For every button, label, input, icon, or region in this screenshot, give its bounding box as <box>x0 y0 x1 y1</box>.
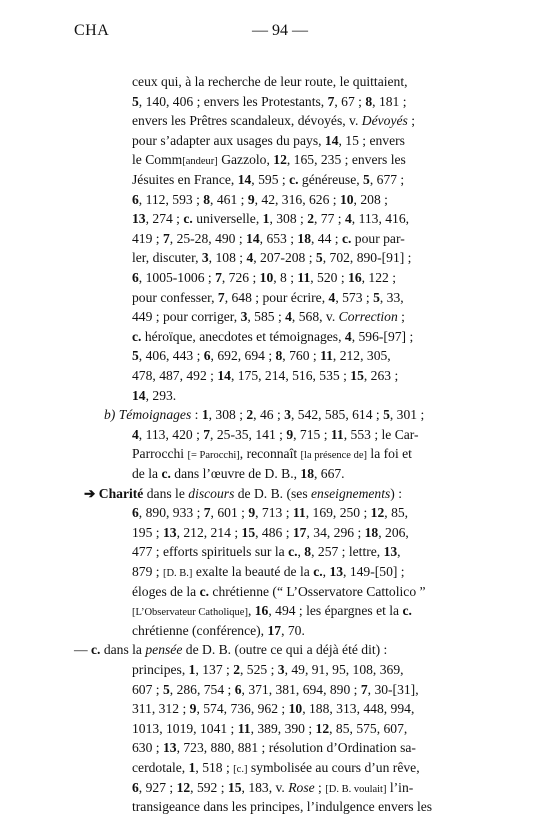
text-segment: 1 <box>201 407 209 423</box>
text-segment: c. <box>289 172 299 187</box>
index-line <box>132 386 176 406</box>
text-segment: , 653 ; <box>259 230 298 246</box>
text-segment: Parrocchi <box>132 446 188 462</box>
index-line <box>132 542 401 562</box>
text-segment: , 573 ; <box>335 289 374 305</box>
text-segment: dans la <box>100 642 146 658</box>
text-segment: 13 <box>162 524 177 540</box>
text-segment: 12 <box>273 152 287 168</box>
text-segment: , <box>397 544 401 560</box>
text-segment: , reconnaît <box>239 446 301 462</box>
text-segment: , <box>297 544 305 560</box>
text-segment: , 927 ; <box>138 779 177 795</box>
text-segment: 8 <box>203 191 211 207</box>
text-segment: 4 <box>328 289 336 305</box>
index-line <box>132 464 345 484</box>
text-segment: , 595 ; <box>251 172 290 187</box>
text-segment: 6 <box>132 505 139 521</box>
text-segment: , 85, 575, 607, <box>329 720 408 736</box>
text-segment: , 461 ; <box>210 191 248 207</box>
text-segment: 10 <box>339 191 354 207</box>
text-segment: , 137 ; <box>195 662 234 677</box>
index-line <box>132 719 407 739</box>
text-segment: transigeance dans les principes, l’indulgence envers les <box>132 799 433 815</box>
text-segment: 5 <box>132 348 139 364</box>
text-segment: , 33, <box>379 289 404 305</box>
text-segment: 5 <box>373 289 380 305</box>
text-segment: la foi et <box>367 446 412 462</box>
text-segment: 15 <box>241 524 256 540</box>
text-segment: , 715 ; <box>293 426 331 442</box>
text-segment: , 692, 694 ; <box>210 348 276 364</box>
index-line <box>132 131 405 151</box>
text-segment: , 389, 390 ; <box>250 720 316 736</box>
text-segment: 2 <box>246 407 254 423</box>
text-segment: , 85, <box>384 505 409 521</box>
text-segment: 311, 312 ; <box>132 701 190 717</box>
text-segment: pensée <box>145 642 183 658</box>
text-segment: b) <box>104 407 119 423</box>
text-segment: — <box>74 642 91 658</box>
text-segment: ceux qui, à la recherche de leur route, le quittaient, <box>132 74 408 89</box>
text-segment: c. <box>402 603 412 619</box>
text-segment: généreuse, <box>298 172 364 187</box>
text-segment: de D. B. (outre ce qui a déjà été dit) : <box>182 642 388 658</box>
index-line <box>132 601 412 623</box>
index-line <box>132 92 407 112</box>
text-segment: 4 <box>246 250 254 266</box>
text-segment: [andeur] <box>182 156 218 168</box>
text-segment: 6 <box>132 191 139 207</box>
text-segment: Jésuites en France, <box>132 172 238 187</box>
text-segment: , 165, 235 ; envers les <box>286 152 406 168</box>
text-segment: enseignements <box>311 485 391 501</box>
text-segment: , 207-208 ; <box>253 250 316 266</box>
text-segment: 630 ; <box>132 740 163 756</box>
text-segment: , 592 ; <box>190 779 228 795</box>
text-segment: 1013, 1019, 1041 ; <box>132 720 238 736</box>
index-line <box>132 523 409 543</box>
text-segment: envers les Prêtres scandaleux, dévoyés, v. <box>132 113 362 129</box>
text-segment: de la <box>132 466 162 481</box>
text-segment: , 49, 91, 95, 108, 369, <box>284 662 404 677</box>
index-line <box>132 621 305 641</box>
text-segment: c. <box>313 564 323 579</box>
text-segment: , 113, 420 ; <box>138 426 204 442</box>
index-line <box>132 170 404 190</box>
text-segment: exalte la beauté de la <box>192 564 314 579</box>
text-segment: , 585 ; <box>247 309 286 325</box>
text-segment: 1 <box>188 662 196 677</box>
index-line <box>132 797 432 817</box>
text-segment: 17 <box>292 524 307 540</box>
text-segment: 14 <box>132 387 146 403</box>
text-segment: 9 <box>189 701 197 717</box>
index-line <box>132 562 405 584</box>
text-segment: 16 <box>254 603 269 619</box>
text-segment: 7 <box>360 681 368 697</box>
text-segment: , 140, 406 ; envers les Protestants, <box>138 93 328 109</box>
running-header <box>0 22 536 46</box>
text-segment: 6 <box>234 681 242 697</box>
page-number: — 94 — <box>252 22 308 39</box>
text-segment: , <box>322 564 330 579</box>
index-line <box>132 248 411 268</box>
text-segment: 3 <box>240 309 248 325</box>
text-segment: 14 <box>246 230 260 246</box>
text-segment: pour s’adapter aux usages du pays, <box>132 132 325 148</box>
text-segment: , 44 ; <box>311 230 342 246</box>
text-segment: principes, <box>132 662 189 677</box>
text-segment: [c.] <box>233 764 248 775</box>
text-segment: 14 <box>237 172 252 187</box>
text-segment: dans l’œuvre de D. B., <box>170 466 301 481</box>
text-segment: universelle, <box>192 211 263 227</box>
index-line <box>132 72 408 92</box>
text-segment: 3 <box>277 662 285 677</box>
text-segment: discours <box>188 485 235 501</box>
index-line <box>132 190 388 210</box>
text-segment: , 263 ; <box>363 368 399 383</box>
index-line <box>132 327 413 347</box>
text-segment: , 122 ; <box>361 270 396 285</box>
index-line <box>132 229 405 249</box>
text-segment: , 67 ; <box>334 93 366 109</box>
text-segment: , 274 ; <box>145 211 184 227</box>
text-segment: ) : <box>390 485 402 501</box>
index-line <box>84 484 402 504</box>
text-segment: 10 <box>259 270 274 285</box>
text-segment: , 553 ; le Car- <box>343 426 419 442</box>
text-segment: 5 <box>363 172 370 187</box>
text-segment: 7 <box>217 289 225 305</box>
text-segment: pour confesser, <box>132 289 218 305</box>
text-segment: 7 <box>162 230 170 246</box>
text-segment: ; <box>314 779 326 795</box>
text-segment: c. <box>132 328 142 344</box>
text-segment: , 212, 305, <box>332 348 391 364</box>
text-segment: 18 <box>300 466 314 481</box>
text-segment: ; <box>407 113 415 129</box>
text-segment: 3 <box>201 250 209 266</box>
text-segment: 4 <box>132 426 139 442</box>
text-segment: 7 <box>203 426 211 442</box>
index-line <box>132 209 409 229</box>
text-segment: Témoignages <box>118 407 192 423</box>
text-segment: , 371, 381, 694, 890 ; <box>241 681 361 697</box>
index-line <box>132 680 419 700</box>
text-segment: 478, 487, 492 ; <box>132 368 218 383</box>
text-segment: 11 <box>297 270 311 285</box>
text-segment: 11 <box>237 720 251 736</box>
text-segment: 449 ; pour corriger, <box>132 309 241 325</box>
text-segment: 6 <box>203 348 211 364</box>
index-line <box>132 150 406 172</box>
text-segment: 5 <box>132 93 139 109</box>
text-segment: , 169, 250 ; <box>305 505 371 521</box>
text-segment: dans le <box>143 485 189 501</box>
text-segment: 14 <box>217 368 231 383</box>
text-segment: : <box>191 407 202 423</box>
text-segment: , 702, 890-[91] ; <box>322 250 412 266</box>
text-segment: , 175, 214, 516, 535 ; <box>230 368 351 383</box>
text-segment: [D. B. voulait] <box>325 783 387 795</box>
text-segment: , 494 ; les épargnes et la <box>268 603 403 619</box>
text-segment: 17 <box>267 622 282 638</box>
text-segment: , 293. <box>145 387 177 403</box>
text-segment: [la présence de] <box>300 450 368 462</box>
text-segment: 4 <box>285 309 292 325</box>
text-segment: , 70. <box>281 622 305 638</box>
text-segment: 7 <box>327 93 335 109</box>
index-line <box>132 503 408 523</box>
text-segment: 5 <box>162 681 170 697</box>
text-segment: 12 <box>176 779 191 795</box>
text-segment: ler, discuter, <box>132 250 202 266</box>
text-segment: 7 <box>203 505 211 521</box>
index-line <box>74 640 387 660</box>
text-segment: , 308 ; <box>269 211 308 227</box>
text-segment: 11 <box>292 505 306 521</box>
text-segment: , 42, 316, 626 ; <box>254 191 340 207</box>
text-segment: héroïque, anecdotes et témoignages, <box>141 328 345 344</box>
text-segment: , 286, 754 ; <box>169 681 235 697</box>
text-segment: , 25-35, 141 ; <box>210 426 287 442</box>
text-segment: , 108 ; <box>208 250 247 266</box>
text-segment: , 677 ; <box>369 172 405 187</box>
index-line <box>132 288 404 308</box>
text-segment: , 30-[31], <box>367 681 419 697</box>
text-segment: Rose <box>288 779 315 795</box>
text-segment: 8 <box>304 544 312 560</box>
text-segment: , 301 ; <box>389 407 425 423</box>
text-segment: Dévoyés <box>361 113 408 129</box>
text-segment: c. <box>183 211 193 227</box>
index-line <box>132 444 412 466</box>
index-line <box>132 738 416 758</box>
text-segment: , 520 ; <box>310 270 349 285</box>
text-segment: , 648 ; pour écrire, <box>224 289 329 305</box>
text-segment: 11 <box>330 426 344 442</box>
text-segment: , 34, 296 ; <box>306 524 365 540</box>
text-segment: 12 <box>315 720 330 736</box>
text-segment: 8 <box>365 93 373 109</box>
text-segment: , 568, v. <box>291 309 339 325</box>
text-segment: , 596-[97] ; <box>351 328 414 344</box>
index-line <box>132 758 420 780</box>
text-segment: ➔ <box>84 485 99 501</box>
text-segment: , 208 ; <box>353 191 388 207</box>
text-segment: 477 ; efforts spirituels sur la <box>132 544 289 560</box>
text-segment: 10 <box>288 701 303 717</box>
text-segment: 18 <box>364 524 379 540</box>
text-segment: , 601 ; <box>210 505 249 521</box>
index-line <box>132 307 405 327</box>
text-segment: 14 <box>324 132 339 148</box>
text-segment: c. <box>161 466 171 481</box>
text-segment: 13 <box>132 211 146 227</box>
text-segment: , 525 ; <box>240 662 278 677</box>
text-segment: c. <box>91 642 101 658</box>
text-segment: , 723, 880, 881 ; résolution d’Ordination sa- <box>176 740 416 756</box>
text-segment: le Comm <box>132 152 183 168</box>
text-segment: , 113, 416, <box>351 211 410 227</box>
text-segment: 2 <box>233 662 240 677</box>
text-segment: , 713 ; <box>255 505 293 521</box>
text-segment: , 760 ; <box>282 348 321 364</box>
text-segment: c. <box>199 583 210 599</box>
text-segment: de D. B. (ses <box>234 485 312 501</box>
text-segment: , 183, v. <box>241 779 289 795</box>
text-segment: , 1005-1006 ; <box>138 270 216 285</box>
text-segment: , 149-[50] ; <box>343 564 405 579</box>
text-segment: [D. B.] <box>162 568 193 579</box>
text-segment: , 542, 585, 614 ; <box>290 407 384 423</box>
text-segment: Correction <box>338 309 398 325</box>
text-segment: pour par- <box>351 230 405 246</box>
text-segment: 1 <box>188 760 196 775</box>
text-segment: , 257 ; lettre, <box>311 544 384 560</box>
section-heading: CHA <box>74 22 110 39</box>
text-segment: 879 ; <box>132 564 163 579</box>
text-segment: symbolisée au cours d’un rêve, <box>247 760 420 775</box>
text-segment: 419 ; <box>132 230 163 246</box>
text-segment: , 518 ; <box>195 760 234 775</box>
text-segment: 13 <box>162 740 177 756</box>
text-segment: , 188, 313, 448, 994, <box>302 701 415 717</box>
text-segment: 5 <box>315 250 323 266</box>
text-segment: [L’Observateur Catholique] <box>132 607 248 619</box>
text-segment: éloges de la <box>132 583 200 599</box>
index-line <box>132 268 396 288</box>
index-line <box>132 111 415 131</box>
text-segment: Charité <box>98 485 144 501</box>
text-segment: 1 <box>262 211 270 227</box>
text-segment: 12 <box>370 505 385 521</box>
text-segment: chrétienne (conférence), <box>132 622 268 638</box>
text-segment: 11 <box>320 348 333 364</box>
index-line <box>104 405 424 425</box>
text-segment: , 726 ; <box>221 270 260 285</box>
text-segment: 3 <box>284 407 291 423</box>
text-segment: , 486 ; <box>255 524 293 540</box>
text-segment: l’in- <box>386 779 414 795</box>
text-segment: 13 <box>383 544 398 560</box>
index-line <box>132 582 426 602</box>
index-line <box>132 425 419 445</box>
text-segment: , 15 ; envers <box>338 132 405 148</box>
text-segment: [= Parocchi] <box>187 450 240 462</box>
index-line <box>132 660 404 680</box>
text-segment: 7 <box>215 270 222 285</box>
index-line <box>132 366 398 386</box>
index-line <box>132 346 391 366</box>
text-segment: 9 <box>247 191 255 207</box>
text-segment: 6 <box>132 779 139 795</box>
text-segment: 2 <box>307 211 314 227</box>
text-segment: , 574, 736, 962 ; <box>196 701 289 717</box>
text-segment: 18 <box>297 230 311 246</box>
index-line <box>132 778 413 800</box>
text-segment: , 206, <box>378 524 409 540</box>
text-segment: Gazzolo, <box>217 152 274 168</box>
text-segment: 607 ; <box>132 681 163 697</box>
text-segment: 9 <box>248 505 256 521</box>
text-segment: 13 <box>329 564 344 579</box>
text-segment: , 181 ; <box>372 93 407 109</box>
text-segment: 9 <box>286 426 294 442</box>
text-segment: , 25-28, 490 ; <box>169 230 247 246</box>
text-segment: , 77 ; <box>314 211 345 227</box>
text-segment: 4 <box>344 328 352 344</box>
text-segment: chrétienne (“ L’Osservatore Cattolico ” <box>209 583 426 599</box>
text-segment: , 308 ; <box>208 407 247 423</box>
text-segment: c. <box>341 230 352 246</box>
text-segment: , 212, 214 ; <box>176 524 242 540</box>
text-segment: , 667. <box>313 466 345 481</box>
text-segment: , <box>247 603 255 619</box>
text-segment: , 890, 933 ; <box>138 505 204 521</box>
text-segment: cerdotale, <box>132 760 189 775</box>
text-segment: , 8 ; <box>273 270 298 285</box>
text-segment: 195 ; <box>132 524 163 540</box>
text-segment: , 406, 443 ; <box>138 348 204 364</box>
text-segment: , 112, 593 ; <box>138 191 204 207</box>
text-segment: 16 <box>348 270 362 285</box>
text-segment: 4 <box>344 211 352 227</box>
text-segment: 5 <box>383 407 390 423</box>
text-segment: 15 <box>227 779 242 795</box>
text-segment: 8 <box>275 348 283 364</box>
text-segment: ; <box>397 309 405 325</box>
text-segment: 6 <box>132 270 139 285</box>
text-segment: , 46 ; <box>253 407 285 423</box>
index-line <box>132 699 414 719</box>
text-segment: 15 <box>350 368 364 383</box>
text-segment: c. <box>288 544 298 560</box>
